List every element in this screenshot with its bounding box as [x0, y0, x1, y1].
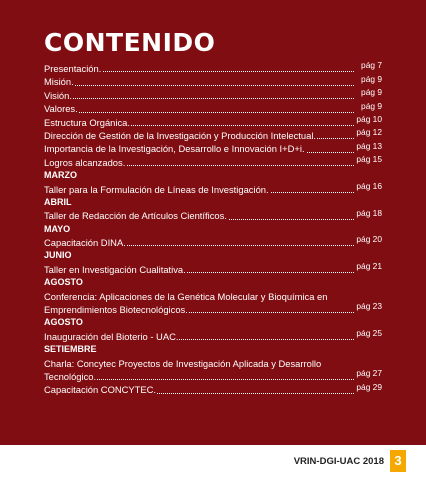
- toc-page-number: pág 7: [361, 60, 382, 71]
- toc-entry-text: Importancia de la Investigación, Desarrollo e Innovación I+D+i.: [44, 143, 305, 155]
- toc-entry: [44, 303, 382, 316]
- toc-entry: [44, 180, 382, 196]
- toc-entry-text: ABRIL: [44, 196, 72, 207]
- toc-entry: [44, 62, 382, 75]
- toc-entry-text: Charla: Concytec Proyectos de Investigación Aplicada y Desarrollo: [44, 357, 322, 369]
- toc-entry-text: SETIEMBRE: [44, 344, 97, 355]
- toc-entry: [44, 290, 382, 303]
- table-of-contents: [44, 62, 382, 397]
- toc-page-number: pág 23: [356, 301, 382, 312]
- toc-entry-text: Conferencia: Aplicaciones de la Genética Molecular y Bioquímica en: [44, 290, 328, 302]
- toc-entry-text: Capacitación CONCYTEC.: [44, 384, 157, 396]
- toc-entry: [44, 370, 382, 383]
- toc-entry: [44, 113, 382, 129]
- toc-page-number: pág 18: [356, 207, 382, 218]
- toc-section-heading: [44, 223, 382, 236]
- toc-entry-text: JUNIO: [44, 250, 72, 261]
- toc-page-number: pág 9: [361, 73, 382, 84]
- toc-entry-text: AGOSTO: [44, 277, 83, 288]
- toc-section-heading: [44, 316, 382, 329]
- toc-page-number: pág 12: [356, 127, 382, 138]
- toc-entry: [44, 357, 382, 370]
- toc-entry: [44, 142, 382, 155]
- toc-entry: [44, 236, 382, 249]
- toc-entry-text: Emprendimientos Biotecnológicos.: [44, 304, 188, 316]
- toc-entry-text: Taller de Redacción de Artículos Científicos.: [44, 210, 227, 222]
- toc-page-number: pág 16: [356, 180, 382, 191]
- toc-entry-text: AGOSTO: [44, 317, 83, 328]
- toc-page-number: pág 27: [356, 368, 382, 379]
- toc-entry: [44, 330, 382, 343]
- toc-entry-text: Tecnológico.: [44, 370, 97, 382]
- toc-entry: [44, 102, 382, 115]
- toc-entry: [44, 263, 382, 276]
- toc-entry-text: Logros alcanzados.: [44, 156, 126, 168]
- toc-entry-text: Taller para la Formulación de Líneas de Investigación.: [44, 183, 269, 195]
- toc-page-number: pág 9: [361, 100, 382, 111]
- toc-page-number: pág 13: [356, 140, 382, 151]
- toc-entry-text: Dirección de Gestión de la Investigación y Producción Intelectual.: [44, 129, 317, 141]
- page-number-badge: 3: [390, 450, 406, 472]
- toc-entry: [44, 89, 382, 102]
- toc-entry: [44, 129, 382, 142]
- toc-entry-text: Capacitación DINA.: [44, 237, 126, 249]
- toc-entry-text: Visión.: [44, 89, 72, 101]
- toc-entry: [44, 383, 382, 396]
- toc-section-heading: [44, 169, 382, 182]
- toc-page-number: pág 29: [356, 381, 382, 392]
- toc-page-number: pág 9: [361, 87, 382, 98]
- toc-entry-text: MARZO: [44, 170, 77, 181]
- toc-entry-text: Taller en Investigación Cualitativa.: [44, 263, 186, 275]
- toc-page-number: pág 15: [356, 154, 382, 165]
- toc-entry-text: Presentación.: [44, 63, 102, 74]
- toc-section-heading: [44, 343, 382, 356]
- toc-entry-text: MAYO: [44, 223, 71, 234]
- toc-entry: [44, 75, 382, 88]
- toc-entry: [44, 209, 382, 222]
- toc-page-number: pág 25: [356, 328, 382, 339]
- footer-label: VRIN-DGI-UAC 2018: [293, 456, 384, 467]
- toc-page-number: pág 21: [356, 261, 382, 272]
- page-title: CONTENIDO: [44, 28, 216, 57]
- toc-entry-text: Misión.: [44, 76, 74, 88]
- toc-entry-text: Inauguración del Bioterio - UAC.: [44, 330, 179, 342]
- toc-entry: [44, 156, 382, 169]
- toc-page-number: pág 20: [356, 234, 382, 245]
- toc-entry-text: Estructura Orgánica.: [44, 116, 130, 128]
- toc-section-heading: [44, 196, 382, 209]
- toc-page-number: pág 10: [356, 113, 382, 124]
- toc-section-heading: [44, 276, 382, 289]
- toc-entry-text: Valores.: [44, 103, 78, 115]
- toc-section-heading: [44, 249, 382, 262]
